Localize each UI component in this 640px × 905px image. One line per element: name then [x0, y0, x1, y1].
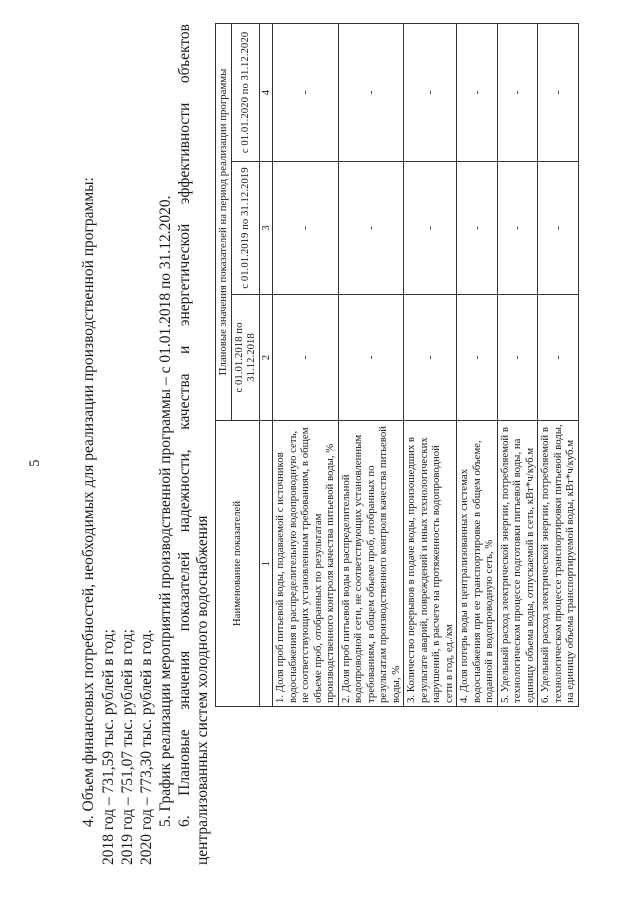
value-2019: - [457, 162, 498, 295]
value-2018: - [404, 295, 457, 421]
table-row [273, 23, 339, 706]
schedule-text: 5. График реализации мероприятий производственной программы – с 01.01.2018 по 31.12.2020. [157, 195, 174, 827]
indicator-name: 6. Удельный расход электрической энергии, потребляемой в технологическом процессе транспортировки питьевой воды, на единицу объема транспортируемой воды, кВт*ч/куб.м [538, 421, 579, 707]
value-2020: - [457, 23, 498, 161]
header-period-2020: с 01.01.2020 по 31.12.2020 [231, 23, 259, 161]
finance-year-2019: 2019 год – 751,07 тыс. рублей в год; [119, 629, 136, 865]
value-2020: - [404, 23, 457, 161]
value-2018: - [538, 295, 579, 421]
finance-year-2018: 2018 год – 731,59 тыс. рублей в год; [100, 629, 117, 865]
value-2020: - [497, 23, 538, 161]
table-row [538, 23, 579, 706]
header-period-2018: с 01.01.2018 по 31.12.2018 [231, 295, 259, 421]
column-number-row [259, 23, 273, 706]
header-plan-period: Плановые значения показателей на период реализации программы [216, 23, 232, 420]
table-row [338, 23, 404, 706]
indicators-table [215, 23, 579, 707]
indicator-name: 1. Доля проб питьевой воды, подаваемой с источников водоснабжения в распределительную водопроводную сеть, не соответствующих установленным требованиям, в общем объеме проб, отобранных по результатам производственного контроля качества питьевой воды, % [273, 421, 339, 707]
value-2019: - [273, 162, 339, 295]
table-header-row [216, 23, 232, 706]
column-number: 1 [259, 421, 273, 707]
finance-year-2020: 2020 год – 773,30 тыс. рублей в год. [138, 629, 155, 865]
finance-heading: 4. Объем финансовых потребностей, необходимых для реализации производственной программы: [80, 177, 97, 827]
value-2020: - [538, 23, 579, 161]
value-2019: - [538, 162, 579, 295]
column-number: 4 [259, 23, 273, 161]
value-2019: - [404, 162, 457, 295]
table-row [457, 23, 498, 706]
value-2019: - [497, 162, 538, 295]
value-2019: - [338, 162, 404, 295]
header-indicator-name: Наименование показателей [216, 421, 260, 707]
table-row [497, 23, 538, 706]
table-row [404, 23, 457, 706]
value-2018: - [273, 295, 339, 421]
indicators-heading-line2: централизованных систем холодного водоснабжения [194, 515, 211, 865]
indicator-name: 4. Доля потерь воды в централизованных системах водоснабжения при ее транспортировке в общем объеме, поданной в водопроводную сеть, % [457, 421, 498, 707]
indicator-name: 2. Доля проб питьевой воды в распределительной водопроводной сети, не соответствующих установленным требованиям, в общем объеме проб, отобранных по результатам производственного контроля качества питьевой воды, % [338, 421, 404, 707]
value-2018: - [497, 295, 538, 421]
indicator-name: 5. Удельный расход электрической энергии, потребляемой в технологическом процессе подготовки питьевой воды, на единицу объема воды, отпускаемой в сеть, кВт*ч/куб.м [497, 421, 538, 707]
value-2018: - [338, 295, 404, 421]
column-number: 3 [259, 162, 273, 295]
indicators-heading-line1: 6. Плановые значения показателей надежности, качества и энергетической эффективности объектов [176, 24, 193, 827]
indicator-name: 3. Количество перерывов в подаче воды, произошедших в результате аварий, повреждений и иных технологических нарушений, в расчете на протяженность водопроводной сети в год, ед./км [404, 421, 457, 707]
value-2020: - [338, 23, 404, 161]
page-number: 5 [27, 459, 43, 467]
value-2020: - [273, 23, 339, 161]
value-2018: - [457, 295, 498, 421]
header-period-2019: с 01.01.2019 по 31.12.2019 [231, 162, 259, 295]
column-number: 2 [259, 295, 273, 421]
